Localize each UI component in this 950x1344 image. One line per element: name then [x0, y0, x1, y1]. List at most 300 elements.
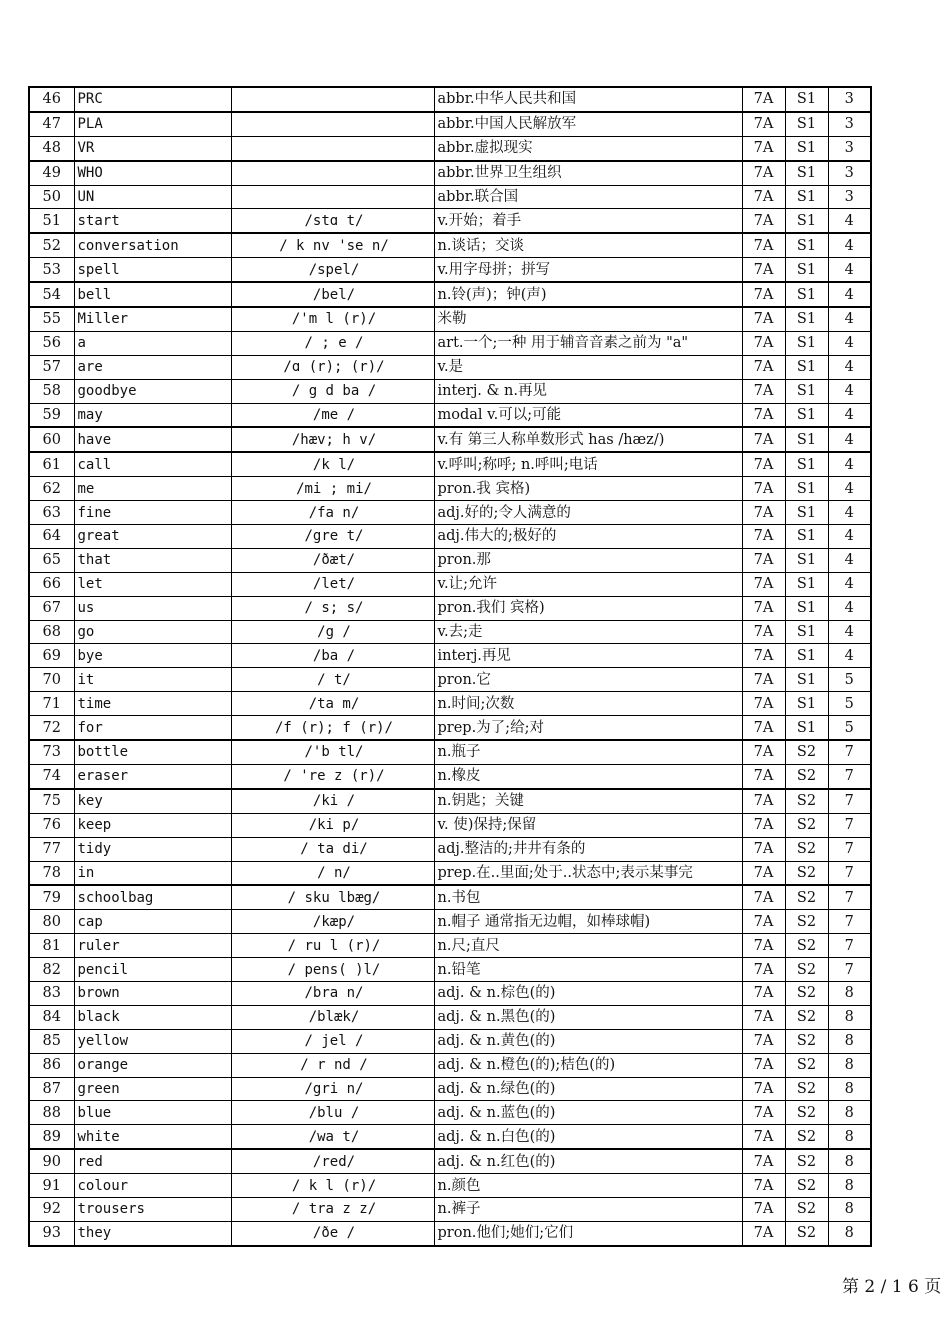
meaning-cell: n.颜色	[434, 1174, 742, 1198]
table-row	[29, 813, 871, 837]
table-row	[29, 331, 871, 355]
phonetic-cell: / ta di/	[231, 837, 434, 861]
unit-cell: 7	[828, 789, 871, 813]
semester-cell: S1	[785, 668, 828, 692]
meaning-cell: n.钥匙；关键	[434, 789, 742, 813]
table-row	[29, 981, 871, 1005]
table-row	[29, 258, 871, 282]
grade-cell: 7A	[742, 885, 785, 909]
unit-cell: 4	[828, 501, 871, 525]
word-cell: ruler	[74, 934, 231, 958]
meaning-cell: adj.整洁的;井井有条的	[434, 837, 742, 861]
row-number: 76	[29, 813, 74, 837]
semester-cell: S1	[785, 716, 828, 740]
unit-cell: 7	[828, 764, 871, 788]
grade-cell: 7A	[742, 379, 785, 403]
row-number: 69	[29, 644, 74, 668]
unit-cell: 4	[828, 644, 871, 668]
semester-cell: S2	[785, 1125, 828, 1149]
word-cell: it	[74, 668, 231, 692]
phonetic-cell: /gri n/	[231, 1077, 434, 1101]
unit-cell: 4	[828, 427, 871, 452]
grade-cell: 7A	[742, 861, 785, 885]
semester-cell: S1	[785, 258, 828, 282]
unit-cell: 7	[828, 958, 871, 982]
unit-cell: 5	[828, 668, 871, 692]
table-row	[29, 209, 871, 233]
grade-cell: 7A	[742, 1077, 785, 1101]
phonetic-cell: /kæp/	[231, 910, 434, 934]
row-number: 57	[29, 355, 74, 379]
semester-cell: S1	[785, 452, 828, 476]
phonetic-cell: / s; s/	[231, 596, 434, 620]
grade-cell: 7A	[742, 1005, 785, 1029]
semester-cell: S2	[785, 789, 828, 813]
row-number: 63	[29, 501, 74, 525]
word-cell: great	[74, 525, 231, 549]
phonetic-cell: /ɑ (r); (r)/	[231, 355, 434, 379]
unit-cell: 3	[828, 161, 871, 185]
grade-cell: 7A	[742, 307, 785, 331]
word-cell: key	[74, 789, 231, 813]
table-row	[29, 572, 871, 596]
unit-cell: 8	[828, 1174, 871, 1198]
word-cell: let	[74, 572, 231, 596]
table-row	[29, 740, 871, 764]
row-number: 55	[29, 307, 74, 331]
grade-cell: 7A	[742, 525, 785, 549]
unit-cell: 4	[828, 282, 871, 307]
table-row	[29, 1005, 871, 1029]
table-row	[29, 692, 871, 716]
unit-cell: 7	[828, 885, 871, 909]
semester-cell: S1	[785, 572, 828, 596]
meaning-cell: adj. & n.黄色(的)	[434, 1029, 742, 1053]
grade-cell: 7A	[742, 501, 785, 525]
phonetic-cell: /spel/	[231, 258, 434, 282]
table-row	[29, 1077, 871, 1101]
meaning-cell: adj. & n.蓝色(的)	[434, 1101, 742, 1125]
phonetic-cell: / pens( )l/	[231, 958, 434, 982]
grade-cell: 7A	[742, 1221, 785, 1245]
word-cell: PLA	[74, 112, 231, 136]
word-cell: bell	[74, 282, 231, 307]
grade-cell: 7A	[742, 789, 785, 813]
word-cell: UN	[74, 185, 231, 209]
meaning-cell: adj.好的;令人满意的	[434, 501, 742, 525]
grade-cell: 7A	[742, 1029, 785, 1053]
row-number: 92	[29, 1197, 74, 1221]
meaning-cell: v.去;走	[434, 620, 742, 644]
meaning-cell: n.谈话；交谈	[434, 233, 742, 257]
table-row	[29, 87, 871, 112]
row-number: 56	[29, 331, 74, 355]
page-number: 第 2 / 1 6 页	[842, 1277, 942, 1297]
word-cell: blue	[74, 1101, 231, 1125]
row-number: 48	[29, 136, 74, 160]
phonetic-cell: /me /	[231, 403, 434, 427]
word-cell: go	[74, 620, 231, 644]
semester-cell: S1	[785, 185, 828, 209]
grade-cell: 7A	[742, 1174, 785, 1198]
row-number: 64	[29, 525, 74, 549]
semester-cell: S2	[785, 813, 828, 837]
meaning-cell: n.裤子	[434, 1197, 742, 1221]
word-cell: WHO	[74, 161, 231, 185]
semester-cell: S1	[785, 87, 828, 112]
meaning-cell: adj. & n.红色(的)	[434, 1149, 742, 1173]
table-row	[29, 403, 871, 427]
table-row	[29, 136, 871, 160]
unit-cell: 4	[828, 452, 871, 476]
word-cell: VR	[74, 136, 231, 160]
word-cell: a	[74, 331, 231, 355]
unit-cell: 4	[828, 379, 871, 403]
table-row	[29, 307, 871, 331]
meaning-cell: interj. & n.再见	[434, 379, 742, 403]
grade-cell: 7A	[742, 934, 785, 958]
row-number: 54	[29, 282, 74, 307]
phonetic-cell	[231, 185, 434, 209]
word-cell: black	[74, 1005, 231, 1029]
meaning-cell: v.有 第三人称单数形式 has /hæz/)	[434, 427, 742, 452]
word-cell: trousers	[74, 1197, 231, 1221]
unit-cell: 8	[828, 1077, 871, 1101]
grade-cell: 7A	[742, 1125, 785, 1149]
phonetic-cell: /let/	[231, 572, 434, 596]
row-number: 49	[29, 161, 74, 185]
table-row	[29, 1053, 871, 1077]
phonetic-cell: / sku lbæg/	[231, 885, 434, 909]
phonetic-cell: /ðæt/	[231, 548, 434, 572]
phonetic-cell: / ru l (r)/	[231, 934, 434, 958]
row-number: 90	[29, 1149, 74, 1173]
grade-cell: 7A	[742, 548, 785, 572]
grade-cell: 7A	[742, 452, 785, 476]
grade-cell: 7A	[742, 837, 785, 861]
semester-cell: S2	[785, 1174, 828, 1198]
row-number: 80	[29, 910, 74, 934]
word-cell: start	[74, 209, 231, 233]
phonetic-cell: /'b tl/	[231, 740, 434, 764]
semester-cell: S1	[785, 282, 828, 307]
unit-cell: 8	[828, 1005, 871, 1029]
phonetic-cell: / k nv 'se n/	[231, 233, 434, 257]
row-number: 74	[29, 764, 74, 788]
semester-cell: S1	[785, 501, 828, 525]
semester-cell: S2	[785, 934, 828, 958]
row-number: 79	[29, 885, 74, 909]
row-number: 60	[29, 427, 74, 452]
word-cell: time	[74, 692, 231, 716]
row-number: 59	[29, 403, 74, 427]
row-number: 77	[29, 837, 74, 861]
grade-cell: 7A	[742, 596, 785, 620]
grade-cell: 7A	[742, 258, 785, 282]
unit-cell: 4	[828, 548, 871, 572]
phonetic-cell	[231, 112, 434, 136]
unit-cell: 8	[828, 1101, 871, 1125]
row-number: 47	[29, 112, 74, 136]
semester-cell: S1	[785, 379, 828, 403]
word-cell: cap	[74, 910, 231, 934]
phonetic-cell: /ba /	[231, 644, 434, 668]
semester-cell: S2	[785, 1077, 828, 1101]
table-row	[29, 934, 871, 958]
semester-cell: S2	[785, 885, 828, 909]
table-row	[29, 1125, 871, 1149]
table-row	[29, 1221, 871, 1245]
unit-cell: 5	[828, 692, 871, 716]
row-number: 89	[29, 1125, 74, 1149]
row-number: 72	[29, 716, 74, 740]
grade-cell: 7A	[742, 136, 785, 160]
table-row	[29, 1174, 871, 1198]
row-number: 71	[29, 692, 74, 716]
meaning-cell: v.用字母拼；拼写	[434, 258, 742, 282]
unit-cell: 7	[828, 740, 871, 764]
table-row	[29, 185, 871, 209]
grade-cell: 7A	[742, 1149, 785, 1173]
semester-cell: S1	[785, 477, 828, 501]
semester-cell: S1	[785, 331, 828, 355]
row-number: 65	[29, 548, 74, 572]
semester-cell: S2	[785, 981, 828, 1005]
semester-cell: S1	[785, 403, 828, 427]
phonetic-cell	[231, 136, 434, 160]
grade-cell: 7A	[742, 1053, 785, 1077]
word-cell: call	[74, 452, 231, 476]
table-row	[29, 789, 871, 813]
grade-cell: 7A	[742, 620, 785, 644]
phonetic-cell: /blæk/	[231, 1005, 434, 1029]
grade-cell: 7A	[742, 331, 785, 355]
unit-cell: 4	[828, 233, 871, 257]
grade-cell: 7A	[742, 716, 785, 740]
unit-cell: 4	[828, 525, 871, 549]
grade-cell: 7A	[742, 910, 785, 934]
semester-cell: S2	[785, 1053, 828, 1077]
meaning-cell: pron.我们 宾格)	[434, 596, 742, 620]
row-number: 84	[29, 1005, 74, 1029]
row-number: 87	[29, 1077, 74, 1101]
meaning-cell: adj. & n.绿色(的)	[434, 1077, 742, 1101]
table-row	[29, 620, 871, 644]
meaning-cell: 米勒	[434, 307, 742, 331]
unit-cell: 4	[828, 477, 871, 501]
semester-cell: S1	[785, 644, 828, 668]
meaning-cell: adj.伟大的;极好的	[434, 525, 742, 549]
semester-cell: S1	[785, 525, 828, 549]
unit-cell: 7	[828, 910, 871, 934]
word-cell: in	[74, 861, 231, 885]
word-cell: tidy	[74, 837, 231, 861]
grade-cell: 7A	[742, 209, 785, 233]
row-number: 46	[29, 87, 74, 112]
phonetic-cell: /gre t/	[231, 525, 434, 549]
meaning-cell: prep.为了;给;对	[434, 716, 742, 740]
phonetic-cell: /g /	[231, 620, 434, 644]
meaning-cell: n.时间;次数	[434, 692, 742, 716]
row-number: 75	[29, 789, 74, 813]
row-number: 83	[29, 981, 74, 1005]
meaning-cell: v.是	[434, 355, 742, 379]
unit-cell: 8	[828, 981, 871, 1005]
phonetic-cell	[231, 87, 434, 112]
meaning-cell: pron.他们;她们;它们	[434, 1221, 742, 1245]
semester-cell: S2	[785, 861, 828, 885]
table-row	[29, 958, 871, 982]
row-number: 52	[29, 233, 74, 257]
word-cell: spell	[74, 258, 231, 282]
row-number: 66	[29, 572, 74, 596]
meaning-cell: abbr.中国人民解放军	[434, 112, 742, 136]
semester-cell: S1	[785, 112, 828, 136]
table-row	[29, 1197, 871, 1221]
phonetic-cell: /mi ; mi/	[231, 477, 434, 501]
meaning-cell: adj. & n.棕色(的)	[434, 981, 742, 1005]
grade-cell: 7A	[742, 427, 785, 452]
meaning-cell: n.铅笔	[434, 958, 742, 982]
phonetic-cell: / k l (r)/	[231, 1174, 434, 1198]
word-cell: goodbye	[74, 379, 231, 403]
table-row	[29, 1029, 871, 1053]
table-row	[29, 596, 871, 620]
grade-cell: 7A	[742, 740, 785, 764]
meaning-cell: n.帽子 通常指无边帽，如棒球帽)	[434, 910, 742, 934]
grade-cell: 7A	[742, 185, 785, 209]
row-number: 88	[29, 1101, 74, 1125]
phonetic-cell: /f (r); f (r)/	[231, 716, 434, 740]
word-cell: us	[74, 596, 231, 620]
phonetic-cell: / ; e /	[231, 331, 434, 355]
grade-cell: 7A	[742, 1101, 785, 1125]
word-cell: colour	[74, 1174, 231, 1198]
semester-cell: S1	[785, 692, 828, 716]
word-cell: orange	[74, 1053, 231, 1077]
unit-cell: 4	[828, 209, 871, 233]
semester-cell: S2	[785, 764, 828, 788]
table-row	[29, 161, 871, 185]
unit-cell: 4	[828, 596, 871, 620]
grade-cell: 7A	[742, 1197, 785, 1221]
semester-cell: S1	[785, 548, 828, 572]
semester-cell: S1	[785, 233, 828, 257]
phonetic-cell: /ðe /	[231, 1221, 434, 1245]
word-cell: me	[74, 477, 231, 501]
row-number: 53	[29, 258, 74, 282]
table-row	[29, 112, 871, 136]
semester-cell: S2	[785, 837, 828, 861]
table-row	[29, 233, 871, 257]
semester-cell: S1	[785, 136, 828, 160]
meaning-cell: n.瓶子	[434, 740, 742, 764]
meaning-cell: prep.在..里面;处于..状态中;表示某事完	[434, 861, 742, 885]
meaning-cell: pron.它	[434, 668, 742, 692]
grade-cell: 7A	[742, 764, 785, 788]
semester-cell: S2	[785, 740, 828, 764]
unit-cell: 8	[828, 1197, 871, 1221]
table-row	[29, 716, 871, 740]
row-number: 86	[29, 1053, 74, 1077]
word-cell: white	[74, 1125, 231, 1149]
unit-cell: 4	[828, 355, 871, 379]
semester-cell: S2	[785, 1197, 828, 1221]
meaning-cell: pron.我 宾格)	[434, 477, 742, 501]
grade-cell: 7A	[742, 282, 785, 307]
word-cell: conversation	[74, 233, 231, 257]
grade-cell: 7A	[742, 112, 785, 136]
unit-cell: 8	[828, 1149, 871, 1173]
row-number: 58	[29, 379, 74, 403]
grade-cell: 7A	[742, 233, 785, 257]
semester-cell: S1	[785, 307, 828, 331]
meaning-cell: interj.再见	[434, 644, 742, 668]
unit-cell: 3	[828, 87, 871, 112]
semester-cell: S1	[785, 209, 828, 233]
grade-cell: 7A	[742, 87, 785, 112]
table-row	[29, 548, 871, 572]
table-row	[29, 1149, 871, 1173]
row-number: 78	[29, 861, 74, 885]
unit-cell: 7	[828, 934, 871, 958]
unit-cell: 3	[828, 185, 871, 209]
semester-cell: S1	[785, 161, 828, 185]
row-number: 50	[29, 185, 74, 209]
table-row	[29, 477, 871, 501]
grade-cell: 7A	[742, 161, 785, 185]
row-number: 91	[29, 1174, 74, 1198]
unit-cell: 7	[828, 861, 871, 885]
grade-cell: 7A	[742, 644, 785, 668]
meaning-cell: adj. & n.黑色(的)	[434, 1005, 742, 1029]
meaning-cell: abbr.世界卫生组织	[434, 161, 742, 185]
meaning-cell: abbr.虚拟现实	[434, 136, 742, 160]
row-number: 73	[29, 740, 74, 764]
phonetic-cell: /ki p/	[231, 813, 434, 837]
grade-cell: 7A	[742, 958, 785, 982]
row-number: 62	[29, 477, 74, 501]
phonetic-cell: /stɑ t/	[231, 209, 434, 233]
unit-cell: 5	[828, 716, 871, 740]
vocabulary-table	[28, 86, 872, 1247]
table-row	[29, 452, 871, 476]
row-number: 82	[29, 958, 74, 982]
unit-cell: 4	[828, 620, 871, 644]
table-row	[29, 837, 871, 861]
phonetic-cell: / 're z (r)/	[231, 764, 434, 788]
phonetic-cell: / r nd /	[231, 1053, 434, 1077]
phonetic-cell: / t/	[231, 668, 434, 692]
row-number: 67	[29, 596, 74, 620]
table-row	[29, 861, 871, 885]
meaning-cell: v. 使)保持;保留	[434, 813, 742, 837]
word-cell: bye	[74, 644, 231, 668]
meaning-cell: n.尺;直尺	[434, 934, 742, 958]
word-cell: keep	[74, 813, 231, 837]
grade-cell: 7A	[742, 477, 785, 501]
phonetic-cell: /ki /	[231, 789, 434, 813]
table-row	[29, 1101, 871, 1125]
meaning-cell: n.橡皮	[434, 764, 742, 788]
unit-cell: 4	[828, 572, 871, 596]
unit-cell: 8	[828, 1125, 871, 1149]
grade-cell: 7A	[742, 572, 785, 596]
meaning-cell: v.开始；着手	[434, 209, 742, 233]
word-cell: fine	[74, 501, 231, 525]
phonetic-cell: /red/	[231, 1149, 434, 1173]
table-row	[29, 355, 871, 379]
